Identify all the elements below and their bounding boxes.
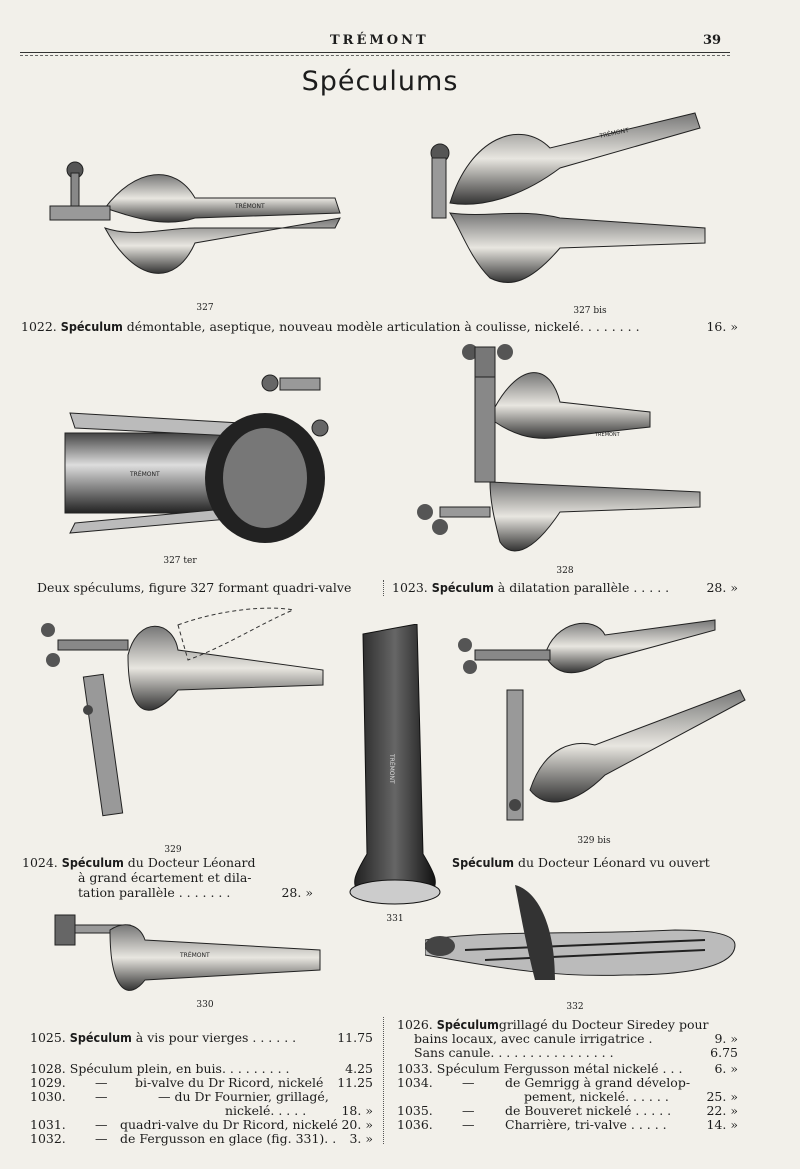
entry-1026-price2: 6.75 — [710, 1045, 738, 1060]
entry-1031-num: 1031. — [30, 1117, 66, 1132]
entry-1031-dash: — — [95, 1117, 108, 1132]
entry-1030-dash: — — [95, 1089, 108, 1104]
entry-1026-line2: bains locaux, avec canule irrigatrice . — [414, 1031, 653, 1046]
header-rule-dashed — [20, 55, 730, 56]
entry-1035-price: 22. » — [706, 1103, 738, 1118]
entry-1032-dash: — — [95, 1131, 108, 1146]
entry-1031-price: 20. » — [341, 1117, 373, 1132]
engraved-brand: TRÉMONT — [130, 471, 160, 478]
entry-1034-dash: — — [462, 1075, 475, 1090]
engraved-brand: TRÉMONT — [598, 126, 630, 140]
engraved-brand: TRÉMONT — [388, 754, 395, 784]
entry-1028-price: 4.25 — [345, 1061, 373, 1076]
entry-1026: 1026. Spéculumgrillagé du Docteur Siredey pour — [397, 1017, 709, 1032]
entry-1029-num: 1029. — [30, 1075, 66, 1090]
figure-330-label: 330 — [196, 1000, 214, 1010]
entry-1035-dash: — — [462, 1103, 475, 1118]
entry-1022: 1022. Spéculum démontable, aseptique, nouveau modèle articulation à coulisse, nickelé. . . . . . . . — [21, 319, 640, 334]
entry-1029-text: bi-valve du Dr Ricord, nickelé — [135, 1075, 324, 1090]
page-number: 39 — [703, 33, 722, 48]
figure-327-ter-label: 327 ter — [163, 556, 197, 566]
entry-1034-line2: pement, nickelé. . . . . . — [524, 1089, 669, 1104]
figure-327-bis-label: 327 bis — [573, 306, 607, 316]
entry-1026-price: 9. » — [714, 1031, 738, 1046]
figure-328-label: 328 — [556, 566, 574, 576]
entry-1036-price: 14. » — [706, 1117, 738, 1132]
figure-332-siredey-speculum-illustration — [425, 880, 740, 998]
figure-331-fergusson-speculum-illustration — [345, 624, 445, 914]
entry-1034-price: 25. » — [706, 1089, 738, 1104]
entry-1030-text: — du Dr Fournier, grillagé, — [158, 1089, 329, 1104]
separator — [383, 580, 384, 596]
figure-327-speculum-illustration — [45, 158, 345, 298]
entry-1024: 1024. Spéculum du Docteur Léonard — [22, 855, 256, 870]
quadri-valve-caption: Deux spéculums, figure 327 formant quadri-valve — [37, 580, 352, 595]
entry-1023-price: 28. » — [706, 580, 738, 595]
figure-329-bis-label: 329 bis — [577, 836, 611, 846]
figure-327-label: 327 — [196, 303, 214, 313]
figure-329-speculum-illustration — [38, 605, 330, 825]
entry-1030-price: 18. » — [341, 1103, 373, 1118]
page-title: Spéculums — [301, 66, 459, 97]
figure-329-label: 329 — [164, 845, 182, 855]
entry-1024-price: 28. » — [281, 885, 313, 900]
entry-1032-price: 3. » — [349, 1131, 373, 1146]
entry-1036-dash: — — [462, 1117, 475, 1132]
entry-1035-text: de Bouveret nickelé . . . . . — [505, 1103, 672, 1118]
entry-1024-line3: tation parallèle . . . . . . . — [78, 885, 231, 900]
entry-1029-price: 11.25 — [337, 1075, 373, 1090]
entry-1036-text: Charrière, tri-valve . . . . . — [505, 1117, 667, 1132]
engraved-brand: TRÉMONT — [595, 432, 620, 438]
entry-1033: 1033. Spéculum Fergusson métal nickelé . . . — [397, 1061, 683, 1076]
figure-329-bis-speculum-illustration — [455, 615, 747, 833]
entry-1034-num: 1034. — [397, 1075, 433, 1090]
entry-1025-price: 11.75 — [337, 1030, 373, 1045]
entry-1024-line2: à grand écartement et dila- — [78, 870, 252, 885]
entry-1023: 1023. Spéculum à dilatation parallèle . . . . . — [392, 580, 670, 595]
entry-1028: 1028. Spéculum plein, en buis. . . . . . . . . — [30, 1061, 290, 1076]
entry-1030-line2: nickelé. . . . . — [225, 1103, 307, 1118]
header-rule — [20, 52, 730, 53]
entry-1032-num: 1032. — [30, 1131, 66, 1146]
figure-328-speculum-illustration — [410, 342, 715, 560]
entry-1034-text: de Gemrigg à grand dévelop- — [505, 1075, 691, 1090]
entry-1033-price: 6. » — [714, 1061, 738, 1076]
column-separator — [383, 1017, 384, 1144]
figure-330-speculum-illustration — [50, 910, 325, 1000]
entry-1031-text: quadri-valve du Dr Ricord, nickelé — [120, 1117, 338, 1132]
entry-1022-price: 16. » — [706, 319, 738, 334]
figure-327-bis-speculum-illustration — [410, 108, 710, 288]
figure-332-label: 332 — [566, 1002, 584, 1012]
engraved-brand: TRÉMONT — [235, 203, 265, 210]
figure-331-label: 331 — [386, 914, 404, 924]
entry-1030-num: 1030. — [30, 1089, 66, 1104]
entry-1035-num: 1035. — [397, 1103, 433, 1118]
entry-1026-line3: Sans canule. . . . . . . . . . . . . . . . — [414, 1045, 614, 1060]
entry-1036-num: 1036. — [397, 1117, 433, 1132]
leonard-open-caption: Spéculum du Docteur Léonard vu ouvert — [452, 855, 710, 870]
running-header: TRÉMONT — [330, 33, 429, 48]
entry-1029-dash: — — [95, 1075, 108, 1090]
figure-327-ter-speculum-illustration — [60, 368, 350, 550]
engraved-brand: TRÉMONT — [180, 952, 210, 959]
entry-1025: 1025. Spéculum à vis pour vierges . . . . . . — [30, 1030, 297, 1045]
entry-1032-text: de Fergusson en glace (fig. 331). . — [120, 1131, 337, 1146]
